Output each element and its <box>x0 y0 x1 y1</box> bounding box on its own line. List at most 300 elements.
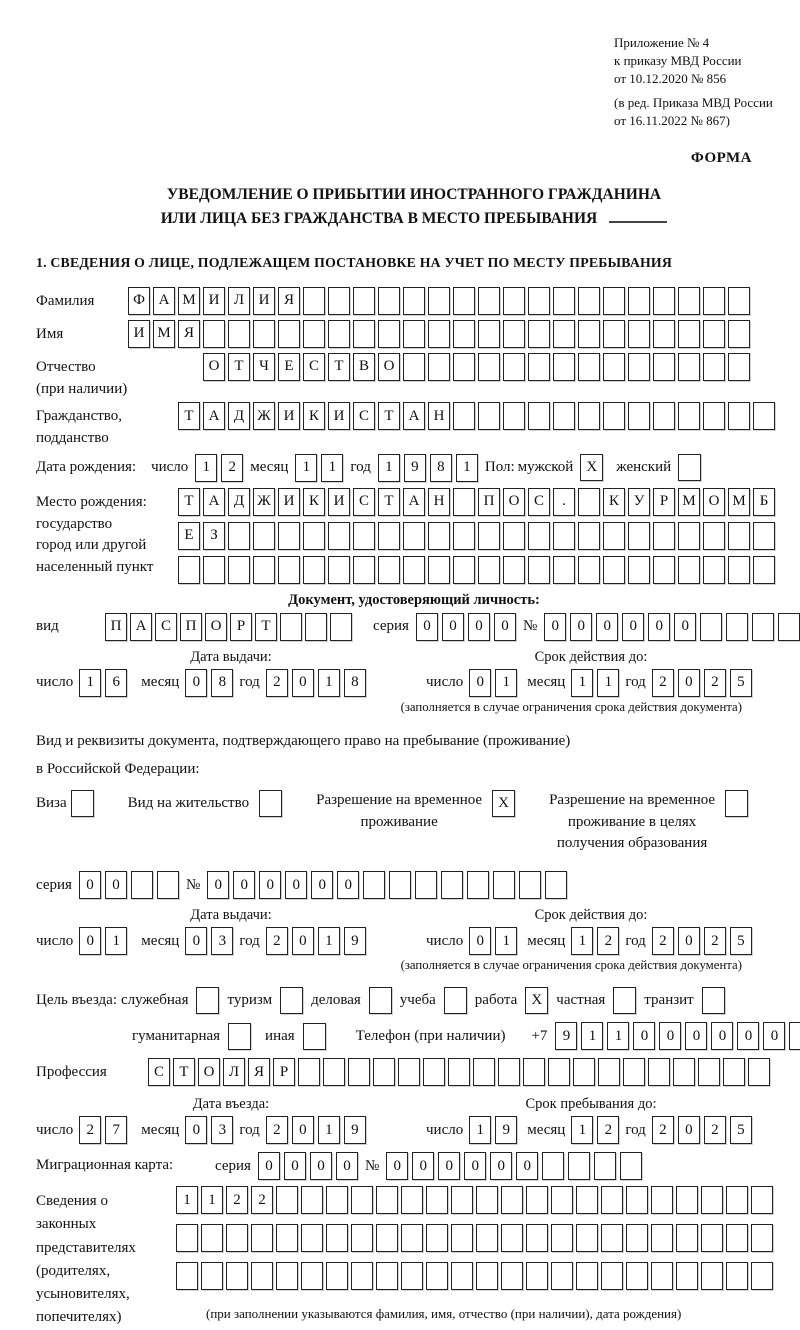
char-cell[interactable] <box>526 1224 548 1252</box>
char-cell[interactable]: Ч <box>253 353 275 381</box>
char-cell[interactable] <box>528 402 550 430</box>
char-cell[interactable] <box>578 287 600 315</box>
char-cell[interactable] <box>303 287 325 315</box>
char-cell[interactable]: 0 <box>311 871 333 899</box>
char-cell[interactable] <box>553 287 575 315</box>
char-cell[interactable]: 0 <box>737 1022 759 1050</box>
char-cell[interactable] <box>501 1186 523 1214</box>
char-cell[interactable] <box>423 1058 445 1086</box>
char-cell[interactable]: 1 <box>321 454 343 482</box>
char-cell[interactable] <box>723 1058 745 1086</box>
char-cell[interactable] <box>278 556 300 584</box>
char-cell[interactable]: Я <box>248 1058 270 1086</box>
char-cell[interactable] <box>451 1224 473 1252</box>
char-cell[interactable] <box>703 522 725 550</box>
char-cell[interactable]: 3 <box>211 927 233 955</box>
char-cell[interactable] <box>728 287 750 315</box>
char-cell[interactable] <box>301 1262 323 1290</box>
char-cell[interactable]: К <box>303 402 325 430</box>
char-cell[interactable]: А <box>203 488 225 516</box>
char-cell[interactable] <box>603 522 625 550</box>
char-cell[interactable]: 0 <box>685 1022 707 1050</box>
char-cell[interactable]: О <box>198 1058 220 1086</box>
char-cell[interactable] <box>598 1058 620 1086</box>
char-cell[interactable]: Т <box>328 353 350 381</box>
char-cell[interactable]: Т <box>378 402 400 430</box>
char-cell[interactable]: О <box>503 488 525 516</box>
char-cell[interactable] <box>453 287 475 315</box>
char-cell[interactable] <box>701 1224 723 1252</box>
char-cell[interactable]: 0 <box>544 613 566 641</box>
char-cell[interactable]: 1 <box>495 927 517 955</box>
char-cell[interactable] <box>203 556 225 584</box>
char-cell[interactable]: Е <box>278 353 300 381</box>
char-cell[interactable] <box>428 353 450 381</box>
char-cell[interactable] <box>553 320 575 348</box>
char-cell[interactable]: М <box>178 287 200 315</box>
char-cell[interactable]: Ж <box>253 402 275 430</box>
char-cell[interactable] <box>651 1262 673 1290</box>
char-cell[interactable] <box>728 353 750 381</box>
char-cell[interactable] <box>751 1186 773 1214</box>
char-cell[interactable] <box>303 320 325 348</box>
char-cell[interactable] <box>594 1152 616 1180</box>
char-cell[interactable]: 1 <box>581 1022 603 1050</box>
char-cell[interactable] <box>753 556 775 584</box>
char-cell[interactable] <box>376 1186 398 1214</box>
char-cell[interactable]: 1 <box>318 1116 340 1144</box>
char-cell[interactable] <box>373 1058 395 1086</box>
char-cell[interactable]: К <box>603 488 625 516</box>
char-cell[interactable] <box>551 1224 573 1252</box>
char-cell[interactable]: 0 <box>469 927 491 955</box>
char-cell[interactable]: 0 <box>292 1116 314 1144</box>
char-cell[interactable]: 0 <box>207 871 229 899</box>
char-cell[interactable]: П <box>105 613 127 641</box>
char-cell[interactable] <box>453 353 475 381</box>
char-cell[interactable]: Т <box>178 402 200 430</box>
char-cell[interactable] <box>378 320 400 348</box>
char-cell[interactable] <box>203 320 225 348</box>
char-cell[interactable] <box>276 1224 298 1252</box>
char-cell[interactable]: С <box>303 353 325 381</box>
char-cell[interactable] <box>528 556 550 584</box>
char-cell[interactable] <box>523 1058 545 1086</box>
char-cell[interactable]: Т <box>173 1058 195 1086</box>
char-cell[interactable] <box>305 613 327 641</box>
char-cell[interactable] <box>526 1186 548 1214</box>
char-cell[interactable] <box>363 871 385 899</box>
char-cell[interactable]: . <box>553 488 575 516</box>
char-cell[interactable] <box>426 1262 448 1290</box>
char-cell[interactable] <box>578 320 600 348</box>
char-cell[interactable]: 5 <box>730 669 752 697</box>
char-cell[interactable]: 0 <box>469 669 491 697</box>
char-cell[interactable]: 8 <box>430 454 452 482</box>
char-cell[interactable] <box>628 353 650 381</box>
char-cell[interactable]: 0 <box>438 1152 460 1180</box>
char-cell[interactable] <box>728 556 750 584</box>
char-cell[interactable]: 6 <box>105 669 127 697</box>
char-cell[interactable] <box>748 1058 770 1086</box>
char-cell[interactable]: Р <box>653 488 675 516</box>
purpose-work-checkbox[interactable]: X <box>525 987 548 1014</box>
char-cell[interactable] <box>351 1186 373 1214</box>
char-cell[interactable] <box>478 353 500 381</box>
char-cell[interactable] <box>620 1152 642 1180</box>
char-cell[interactable]: А <box>153 287 175 315</box>
char-cell[interactable]: 0 <box>185 927 207 955</box>
char-cell[interactable] <box>726 1262 748 1290</box>
char-cell[interactable] <box>441 871 463 899</box>
char-cell[interactable] <box>131 871 153 899</box>
char-cell[interactable] <box>528 522 550 550</box>
char-cell[interactable] <box>353 287 375 315</box>
char-cell[interactable] <box>301 1224 323 1252</box>
char-cell[interactable]: 0 <box>494 613 516 641</box>
char-cell[interactable] <box>328 556 350 584</box>
char-cell[interactable] <box>651 1224 673 1252</box>
char-cell[interactable] <box>426 1224 448 1252</box>
char-cell[interactable] <box>403 556 425 584</box>
char-cell[interactable]: 0 <box>570 613 592 641</box>
char-cell[interactable] <box>628 522 650 550</box>
char-cell[interactable] <box>651 1186 673 1214</box>
char-cell[interactable] <box>330 613 352 641</box>
char-cell[interactable] <box>378 556 400 584</box>
char-cell[interactable]: 1 <box>607 1022 629 1050</box>
char-cell[interactable]: С <box>353 402 375 430</box>
char-cell[interactable]: 0 <box>678 669 700 697</box>
char-cell[interactable]: 2 <box>652 669 674 697</box>
char-cell[interactable] <box>478 402 500 430</box>
char-cell[interactable] <box>603 556 625 584</box>
char-cell[interactable] <box>328 287 350 315</box>
char-cell[interactable]: С <box>155 613 177 641</box>
char-cell[interactable] <box>351 1224 373 1252</box>
char-cell[interactable] <box>628 402 650 430</box>
char-cell[interactable]: 0 <box>233 871 255 899</box>
char-cell[interactable] <box>528 320 550 348</box>
char-cell[interactable]: Я <box>278 287 300 315</box>
char-cell[interactable] <box>778 613 800 641</box>
char-cell[interactable] <box>578 402 600 430</box>
char-cell[interactable] <box>545 871 567 899</box>
char-cell[interactable]: У <box>628 488 650 516</box>
char-cell[interactable] <box>201 1262 223 1290</box>
char-cell[interactable] <box>653 320 675 348</box>
char-cell[interactable] <box>578 488 600 516</box>
char-cell[interactable]: М <box>678 488 700 516</box>
char-cell[interactable]: З <box>203 522 225 550</box>
char-cell[interactable] <box>603 320 625 348</box>
char-cell[interactable]: 0 <box>284 1152 306 1180</box>
char-cell[interactable] <box>601 1224 623 1252</box>
char-cell[interactable]: 0 <box>285 871 307 899</box>
char-cell[interactable] <box>251 1262 273 1290</box>
char-cell[interactable]: 9 <box>404 454 426 482</box>
char-cell[interactable] <box>676 1224 698 1252</box>
char-cell[interactable]: Д <box>228 488 250 516</box>
char-cell[interactable]: И <box>253 287 275 315</box>
char-cell[interactable] <box>453 522 475 550</box>
char-cell[interactable] <box>601 1262 623 1290</box>
char-cell[interactable]: 1 <box>195 454 217 482</box>
char-cell[interactable]: 0 <box>490 1152 512 1180</box>
char-cell[interactable] <box>226 1224 248 1252</box>
char-cell[interactable]: 1 <box>597 669 619 697</box>
char-cell[interactable] <box>451 1186 473 1214</box>
char-cell[interactable] <box>389 871 411 899</box>
char-cell[interactable]: О <box>378 353 400 381</box>
char-cell[interactable]: М <box>153 320 175 348</box>
char-cell[interactable]: 2 <box>79 1116 101 1144</box>
char-cell[interactable] <box>726 1186 748 1214</box>
char-cell[interactable] <box>603 353 625 381</box>
char-cell[interactable] <box>703 556 725 584</box>
char-cell[interactable]: 1 <box>318 927 340 955</box>
char-cell[interactable] <box>576 1224 598 1252</box>
char-cell[interactable]: 1 <box>495 669 517 697</box>
char-cell[interactable] <box>403 287 425 315</box>
char-cell[interactable] <box>553 353 575 381</box>
char-cell[interactable] <box>601 1186 623 1214</box>
char-cell[interactable] <box>703 320 725 348</box>
char-cell[interactable] <box>328 320 350 348</box>
char-cell[interactable] <box>328 522 350 550</box>
char-cell[interactable] <box>276 1262 298 1290</box>
char-cell[interactable]: П <box>478 488 500 516</box>
char-cell[interactable]: Р <box>273 1058 295 1086</box>
char-cell[interactable] <box>253 522 275 550</box>
char-cell[interactable] <box>678 556 700 584</box>
char-cell[interactable] <box>578 556 600 584</box>
char-cell[interactable] <box>526 1262 548 1290</box>
char-cell[interactable] <box>448 1058 470 1086</box>
char-cell[interactable] <box>278 522 300 550</box>
char-cell[interactable] <box>728 320 750 348</box>
char-cell[interactable] <box>353 522 375 550</box>
visa-checkbox[interactable] <box>71 790 94 817</box>
char-cell[interactable]: 1 <box>295 454 317 482</box>
char-cell[interactable] <box>676 1186 698 1214</box>
char-cell[interactable] <box>353 556 375 584</box>
char-cell[interactable]: Д <box>228 402 250 430</box>
char-cell[interactable] <box>789 1022 800 1050</box>
char-cell[interactable]: 1 <box>79 669 101 697</box>
char-cell[interactable] <box>476 1224 498 1252</box>
char-cell[interactable]: 0 <box>185 669 207 697</box>
char-cell[interactable] <box>403 320 425 348</box>
char-cell[interactable]: 0 <box>292 927 314 955</box>
char-cell[interactable] <box>578 522 600 550</box>
purpose-humanitarian-checkbox[interactable] <box>228 1023 251 1050</box>
char-cell[interactable]: А <box>403 402 425 430</box>
char-cell[interactable]: 0 <box>337 871 359 899</box>
char-cell[interactable] <box>728 522 750 550</box>
purpose-private-checkbox[interactable] <box>613 987 636 1014</box>
char-cell[interactable]: 0 <box>622 613 644 641</box>
char-cell[interactable] <box>701 1186 723 1214</box>
char-cell[interactable]: 2 <box>266 669 288 697</box>
char-cell[interactable] <box>726 1224 748 1252</box>
char-cell[interactable]: И <box>328 402 350 430</box>
char-cell[interactable] <box>528 287 550 315</box>
char-cell[interactable] <box>726 613 748 641</box>
char-cell[interactable]: 0 <box>310 1152 332 1180</box>
char-cell[interactable] <box>176 1262 198 1290</box>
purpose-transit-checkbox[interactable] <box>702 987 725 1014</box>
purpose-study-checkbox[interactable] <box>444 987 467 1014</box>
char-cell[interactable]: Л <box>228 287 250 315</box>
char-cell[interactable]: Л <box>223 1058 245 1086</box>
char-cell[interactable]: К <box>303 488 325 516</box>
char-cell[interactable]: 2 <box>652 927 674 955</box>
char-cell[interactable]: 0 <box>711 1022 733 1050</box>
purpose-other-checkbox[interactable] <box>303 1023 326 1050</box>
char-cell[interactable] <box>728 402 750 430</box>
char-cell[interactable]: 1 <box>469 1116 491 1144</box>
char-cell[interactable] <box>228 320 250 348</box>
char-cell[interactable] <box>478 320 500 348</box>
temp-residence-education-checkbox[interactable] <box>725 790 748 817</box>
char-cell[interactable] <box>753 402 775 430</box>
char-cell[interactable] <box>676 1262 698 1290</box>
char-cell[interactable] <box>251 1224 273 1252</box>
char-cell[interactable]: 0 <box>105 871 127 899</box>
char-cell[interactable] <box>752 613 774 641</box>
char-cell[interactable] <box>700 613 722 641</box>
char-cell[interactable]: 1 <box>378 454 400 482</box>
char-cell[interactable]: 2 <box>597 1116 619 1144</box>
purpose-business-checkbox[interactable] <box>369 987 392 1014</box>
char-cell[interactable]: П <box>180 613 202 641</box>
char-cell[interactable]: 1 <box>571 927 593 955</box>
char-cell[interactable]: 1 <box>201 1186 223 1214</box>
char-cell[interactable] <box>553 556 575 584</box>
char-cell[interactable] <box>673 1058 695 1086</box>
char-cell[interactable] <box>378 522 400 550</box>
char-cell[interactable] <box>503 287 525 315</box>
char-cell[interactable]: 0 <box>336 1152 358 1180</box>
char-cell[interactable] <box>628 556 650 584</box>
char-cell[interactable] <box>653 522 675 550</box>
char-cell[interactable] <box>478 287 500 315</box>
char-cell[interactable] <box>428 320 450 348</box>
char-cell[interactable]: И <box>128 320 150 348</box>
char-cell[interactable]: Т <box>228 353 250 381</box>
char-cell[interactable]: 2 <box>221 454 243 482</box>
char-cell[interactable]: 0 <box>185 1116 207 1144</box>
char-cell[interactable] <box>176 1224 198 1252</box>
char-cell[interactable]: 1 <box>176 1186 198 1214</box>
char-cell[interactable] <box>551 1186 573 1214</box>
char-cell[interactable]: 0 <box>386 1152 408 1180</box>
char-cell[interactable]: Е <box>178 522 200 550</box>
char-cell[interactable]: 1 <box>571 669 593 697</box>
char-cell[interactable]: Н <box>428 402 450 430</box>
char-cell[interactable]: С <box>148 1058 170 1086</box>
char-cell[interactable]: 0 <box>763 1022 785 1050</box>
char-cell[interactable] <box>253 320 275 348</box>
char-cell[interactable] <box>578 353 600 381</box>
char-cell[interactable]: 2 <box>597 927 619 955</box>
char-cell[interactable] <box>403 522 425 550</box>
sex-female-checkbox[interactable] <box>678 454 701 481</box>
char-cell[interactable] <box>703 402 725 430</box>
char-cell[interactable]: Т <box>255 613 277 641</box>
char-cell[interactable] <box>478 556 500 584</box>
char-cell[interactable]: 0 <box>258 1152 280 1180</box>
char-cell[interactable] <box>576 1186 598 1214</box>
char-cell[interactable]: Т <box>378 488 400 516</box>
char-cell[interactable] <box>626 1262 648 1290</box>
char-cell[interactable]: О <box>703 488 725 516</box>
purpose-tourism-checkbox[interactable] <box>280 987 303 1014</box>
char-cell[interactable] <box>226 1262 248 1290</box>
char-cell[interactable] <box>476 1262 498 1290</box>
char-cell[interactable]: 2 <box>226 1186 248 1214</box>
char-cell[interactable]: Т <box>178 488 200 516</box>
char-cell[interactable]: 0 <box>633 1022 655 1050</box>
char-cell[interactable] <box>378 287 400 315</box>
char-cell[interactable]: И <box>203 287 225 315</box>
char-cell[interactable]: 0 <box>259 871 281 899</box>
char-cell[interactable] <box>276 1186 298 1214</box>
char-cell[interactable] <box>348 1058 370 1086</box>
char-cell[interactable]: Н <box>428 488 450 516</box>
char-cell[interactable] <box>703 287 725 315</box>
char-cell[interactable]: 2 <box>251 1186 273 1214</box>
char-cell[interactable]: Я <box>178 320 200 348</box>
char-cell[interactable] <box>653 556 675 584</box>
char-cell[interactable] <box>542 1152 564 1180</box>
sex-male-checkbox[interactable]: X <box>580 454 603 481</box>
char-cell[interactable] <box>603 287 625 315</box>
char-cell[interactable] <box>503 522 525 550</box>
char-cell[interactable] <box>351 1262 373 1290</box>
char-cell[interactable]: А <box>130 613 152 641</box>
char-cell[interactable] <box>280 613 302 641</box>
char-cell[interactable]: 0 <box>596 613 618 641</box>
char-cell[interactable] <box>451 1262 473 1290</box>
char-cell[interactable]: Ф <box>128 287 150 315</box>
char-cell[interactable] <box>326 1186 348 1214</box>
char-cell[interactable]: 0 <box>416 613 438 641</box>
char-cell[interactable] <box>467 871 489 899</box>
char-cell[interactable] <box>278 320 300 348</box>
char-cell[interactable] <box>453 488 475 516</box>
char-cell[interactable] <box>428 287 450 315</box>
char-cell[interactable] <box>426 1186 448 1214</box>
char-cell[interactable] <box>701 1262 723 1290</box>
char-cell[interactable] <box>428 556 450 584</box>
char-cell[interactable] <box>548 1058 570 1086</box>
char-cell[interactable] <box>415 871 437 899</box>
char-cell[interactable] <box>568 1152 590 1180</box>
char-cell[interactable] <box>201 1224 223 1252</box>
char-cell[interactable] <box>476 1186 498 1214</box>
char-cell[interactable] <box>503 320 525 348</box>
char-cell[interactable] <box>698 1058 720 1086</box>
char-cell[interactable] <box>648 1058 670 1086</box>
residence-permit-checkbox[interactable] <box>259 790 282 817</box>
char-cell[interactable] <box>501 1224 523 1252</box>
char-cell[interactable]: М <box>728 488 750 516</box>
char-cell[interactable]: Ж <box>253 488 275 516</box>
char-cell[interactable] <box>653 287 675 315</box>
char-cell[interactable] <box>503 402 525 430</box>
